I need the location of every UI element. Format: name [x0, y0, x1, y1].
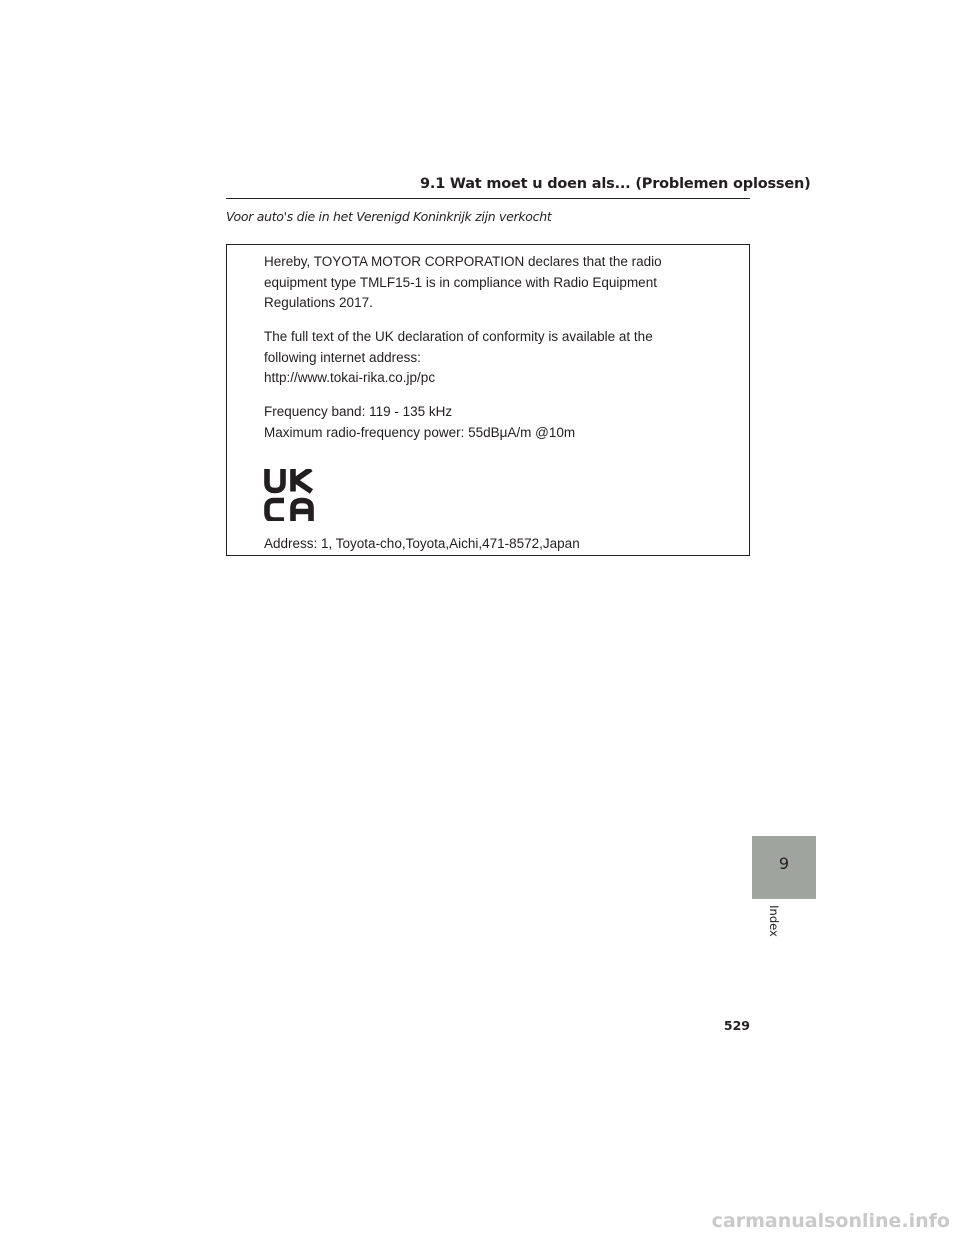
declaration-paragraph-conformity: [264, 252, 662, 314]
declaration-box: [226, 244, 750, 556]
declaration-paragraph-fulltext: [264, 327, 653, 389]
text-line: Maximum radio-frequency power: 55dBμA/m @10m: [264, 424, 576, 440]
page-number: 529: [723, 1018, 750, 1033]
manufacturer-address: Address: 1, Toyota-cho,Toyota,Aichi,471-8572,Japan: [264, 536, 580, 551]
text-line: Frequency band: 119 - 135 kHz: [264, 404, 453, 419]
text-line: equipment type TMLF15-1 is in compliance with Radio Equipment: [264, 274, 657, 290]
chapter-tab[interactable]: [752, 836, 816, 899]
watermark: carmanualsonline.info: [711, 1210, 950, 1232]
text-line: The full text of the UK declaration of conformity is available at the: [264, 329, 653, 344]
header-divider: [226, 198, 750, 199]
section-header-title: 9.1 Wat moet u doen als... (Problemen oplossen): [420, 176, 811, 192]
chapter-label-text: Index: [767, 905, 781, 937]
section-caption: Voor auto's die in het Verenigd Koninkrijk zijn verkocht: [226, 209, 552, 224]
declaration-paragraph-frequency: [264, 402, 575, 443]
text-line: Hereby, TOYOTA MOTOR CORPORATION declares that the radio: [264, 254, 662, 269]
chapter-label: [764, 902, 784, 940]
text-line: following internet address:: [264, 349, 421, 365]
declaration-url: http://www.tokai-rika.co.jp/pc: [264, 370, 436, 385]
text-line: Regulations 2017.: [264, 295, 373, 310]
ukca-mark-icon: [264, 469, 314, 526]
chapter-number: 9: [778, 854, 790, 873]
